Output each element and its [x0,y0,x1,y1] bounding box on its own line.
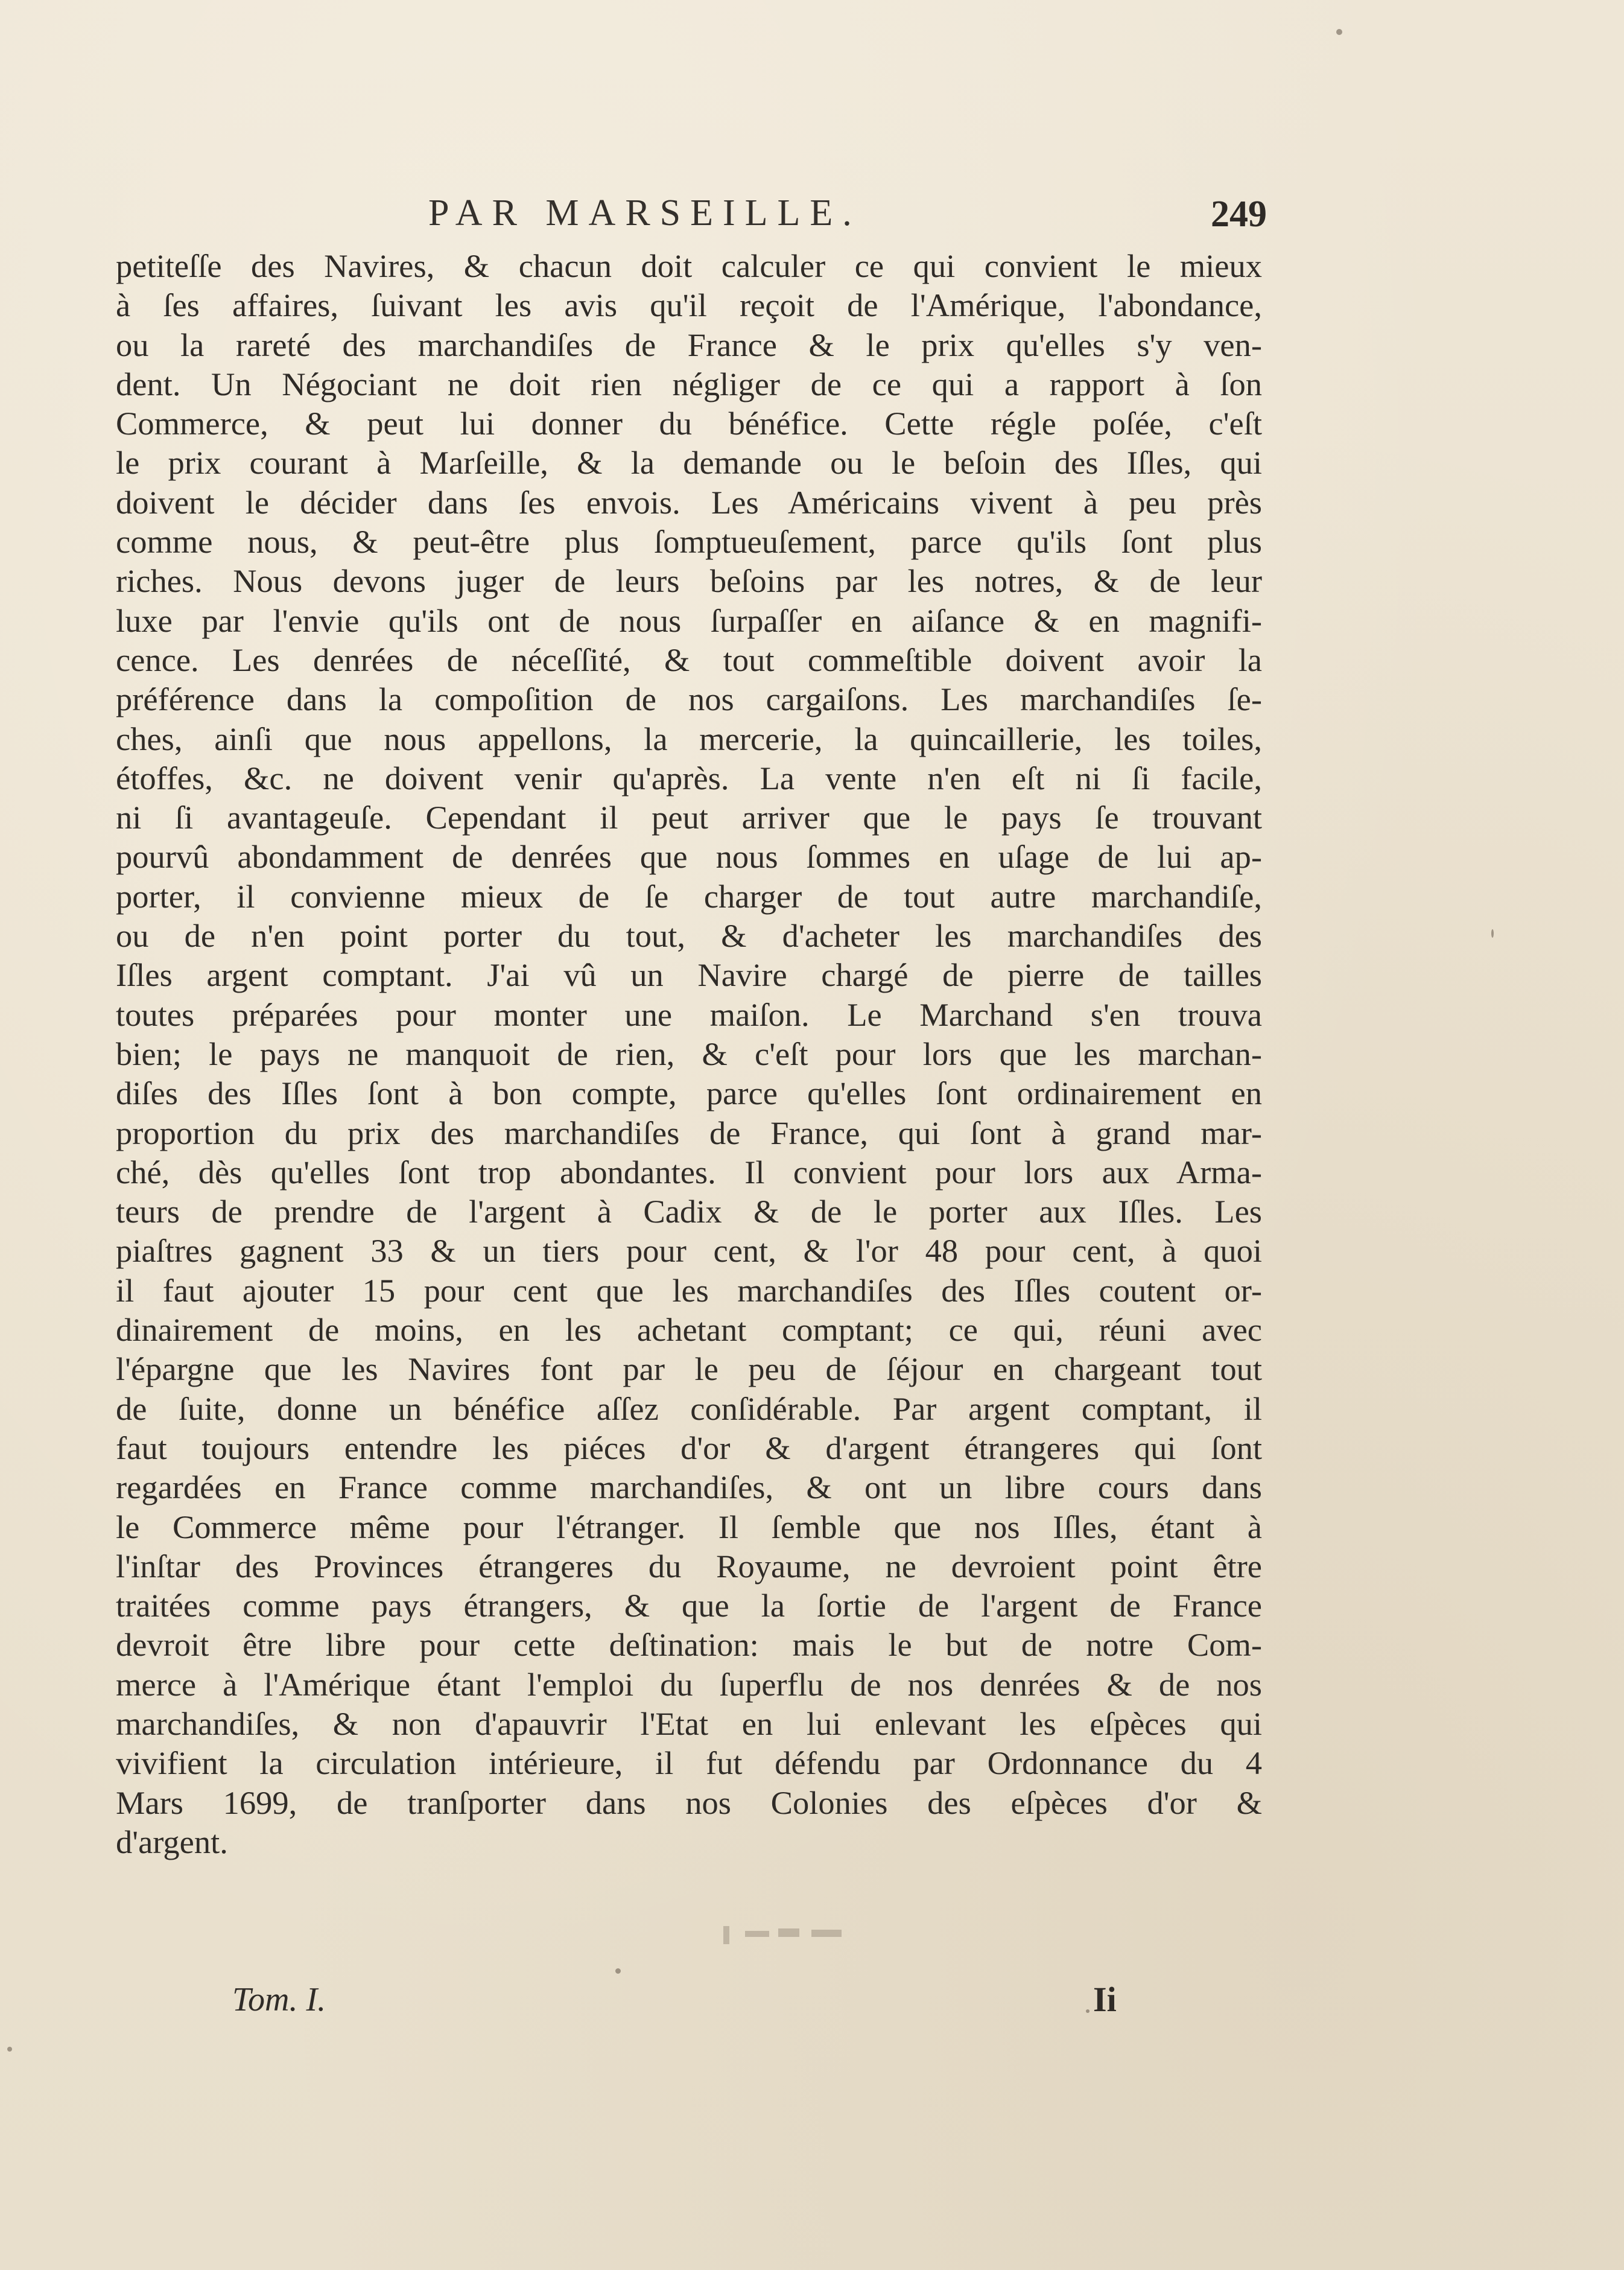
text-line: à ſes affaires, ſuivant les avis qu'il reçoit de l'Amérique, l'abondance, [116,287,1262,324]
text-line: ches, ainſi que nous appellons, la mercerie, la quincaillerie, les toiles, [116,720,1262,757]
text-line: marchandiſes, & non d'apauvrir l'Etat en lui enlevant les eſpèces qui [116,1705,1262,1742]
text-line: bien; le pays ne manquoit de rien, & c'eſt pour lors que les marchan- [116,1035,1262,1072]
text-line: doivent le décider dans ſes envois. Les Américains vivent à peu près [116,483,1262,521]
text-line: dent. Un Négociant ne doit rien négliger de ce qui a rapport à ſon [116,365,1262,402]
text-line: piaſtres gagnent 33 & un tiers pour cent, & l'or 48 pour cent, à quoi [116,1232,1262,1270]
running-title: PAR MARSEILLE. [428,192,861,234]
text-line: diſes des Iſles ſont à bon compte, parce qu'elles ſont ordinairement en [116,1075,1262,1112]
text-line: le Commerce même pour l'étranger. Il ſemble que nos Iſles, étant à [116,1508,1262,1545]
body-text [116,246,1262,1861]
text-line: petiteſſe des Navires, & chacun doit calculer ce qui convient le mieux [116,247,1262,284]
running-head [115,192,1267,235]
text-line: ni ſi avantageuſe. Cependant il peut arriver que le pays ſe trouvant [116,799,1262,836]
text-line: devroit être libre pour cette deſtination: mais le but de notre Com- [116,1626,1262,1664]
text-line: Commerce, & peut lui donner du bénéfice. Cette régle poſée, c'eſt [116,405,1262,442]
text-line: l'inſtar des Provinces étrangeres du Royaume, ne devroient point être [116,1547,1262,1585]
text-line: regardées en France comme marchandiſes, & ont un libre cours dans [116,1469,1262,1506]
text-line: luxe par l'envie qu'ils ont de nous ſurpaſſer en aiſance & en magnifi- [116,602,1262,639]
text-line: faut toujours entendre les piéces d'or & d'argent étrangeres qui ſont [116,1429,1262,1466]
text-line: Mars 1699, de tranſporter dans nos Colonies des eſpèces d'or & [116,1784,1262,1821]
text-line: proportion du prix des marchandiſes de France, qui ſont à grand mar- [116,1114,1262,1151]
paper-speck [1491,929,1494,938]
text-line: cence. Les denrées de néceſſité, & tout commeſtible doivent avoir la [116,641,1262,678]
text-line: l'épargne que les Navires font par le peu de ſéjour en chargeant tout [116,1350,1262,1388]
text-line: porter, il convienne mieux de ſe charger de tout autre marchandiſe, [116,877,1262,915]
text-line: d'argent. [116,1823,228,1860]
paper-speck [1086,2009,1090,2013]
paper-speck [615,1968,621,1974]
paper-speck [1336,29,1342,35]
text-line: ou de n'en point porter du tout, & d'acheter les marchandiſes des [116,917,1262,955]
text-line: il faut ajouter 15 pour cent que les marchandiſes des Iſles coutent or- [116,1271,1262,1309]
text-line: vivifient la circulation intérieure, il fut défendu par Ordonnance du 4 [116,1744,1262,1782]
text-line: le prix courant à Marſeille, & la demande ou le beſoin des Iſles, qui [116,444,1262,482]
text-line: Iſles argent comptant. J'ai vû un Navire chargé de pierre de tailles [116,956,1262,994]
sheet-signature: Ii [1093,1980,1117,2019]
text-line: ou la rareté des marchandiſes de France & le prix qu'elles s'y ven- [116,326,1262,363]
text-line: étoffes, &c. ne doivent venir qu'après. La vente n'en eſt ni ſi facile, [116,759,1262,796]
text-line: traitées comme pays étrangers, & que la ſortie de l'argent de France [116,1587,1262,1624]
signature-mark: Tom. I. [232,1981,326,2018]
text-line: teurs de prendre de l'argent à Cadix & de le porter aux Iſles. Les [116,1193,1262,1230]
page-number: 249 [1211,194,1267,235]
text-line: dinairement de moins, en les achetant comptant; ce qui, réuni avec [116,1311,1262,1349]
text-line: préférence dans la compoſition de nos cargaiſons. Les marchandiſes ſe- [116,681,1262,718]
paper-speck [7,2047,12,2052]
faded-stamp-mark [721,1918,860,1954]
text-line: ché, dès qu'elles ſont trop abondantes. Il convient pour lors aux Arma- [116,1153,1262,1191]
text-line: comme nous, & peut-être plus ſomptueuſement, parce qu'ils ſont plus [116,523,1262,561]
text-line: toutes préparées pour monter une maiſon. Le Marchand s'en trouva [116,996,1262,1033]
text-line: pourvû abondamment de denrées que nous ſommes en uſage de lui ap- [116,838,1262,876]
text-line: merce à l'Amérique étant l'emploi du ſuperflu de nos denrées & de nos [116,1665,1262,1703]
text-line: de ſuite, donne un bénéfice aſſez conſidérable. Par argent comptant, il [116,1390,1262,1427]
text-line: riches. Nous devons juger de leurs beſoins par les notres, & de leur [116,562,1262,600]
